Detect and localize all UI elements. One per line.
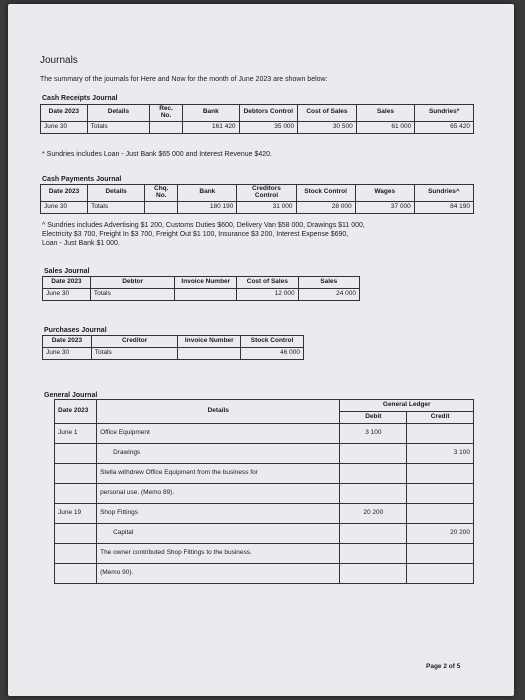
- cell: (Memo 90).: [97, 564, 340, 584]
- col-header: Date 2023: [41, 185, 88, 202]
- general-journal-table: [54, 399, 474, 584]
- col-header: Creditor: [91, 336, 178, 348]
- cell: [340, 464, 407, 484]
- col-header: Sales: [298, 277, 359, 289]
- document-page: [8, 4, 514, 696]
- col-header: Date 2023: [55, 400, 97, 424]
- cell: [175, 289, 237, 301]
- cash-payments-note-line2: Electricity $3 700, Freight In $3 700, Freight Out $1 100, Insurance $3 200, Interest Expense $690,: [42, 231, 349, 238]
- col-header: Credit: [407, 412, 474, 424]
- cell: 37 000: [355, 201, 414, 213]
- cell: [407, 504, 474, 524]
- table-header-row: [41, 185, 474, 202]
- cell: Totals: [90, 289, 175, 301]
- cell: Totals: [91, 348, 178, 360]
- col-header: Debtors Control: [239, 105, 298, 122]
- cell: Totals: [88, 201, 145, 213]
- cell: The owner contributed Shop Fittings to the business.: [97, 544, 340, 564]
- cell: [340, 524, 407, 544]
- col-header: Sundries^: [414, 185, 473, 202]
- intro-text: The summary of the journals for Here and Now for the month of June 2023 are shown below:: [40, 76, 328, 83]
- cell: 3 100: [340, 424, 407, 444]
- cell: 65 420: [415, 121, 474, 133]
- col-header: Stock Control: [296, 185, 355, 202]
- col-header: Cost of Sales: [237, 277, 298, 289]
- cell: [407, 424, 474, 444]
- table-row: [55, 484, 474, 504]
- cell: June 30: [43, 289, 91, 301]
- col-header: Debit: [340, 412, 407, 424]
- cash-payments-table: [40, 184, 474, 214]
- cell: [407, 564, 474, 584]
- table-row: [55, 524, 474, 544]
- cell: personal use. (Memo 89).: [97, 484, 340, 504]
- cell: [145, 201, 178, 213]
- table-header-row: [41, 105, 474, 122]
- col-header: Date 2023: [43, 336, 92, 348]
- page-heading: Journals: [40, 55, 78, 66]
- col-header: Sales: [356, 105, 415, 122]
- cell: 24 000: [298, 289, 359, 301]
- cell: 84 190: [414, 201, 473, 213]
- cell: June 19: [55, 504, 97, 524]
- cell: [407, 484, 474, 504]
- cell: [340, 484, 407, 504]
- cell: Totals: [87, 121, 150, 133]
- col-header: Sundries*: [415, 105, 474, 122]
- table-row: [55, 564, 474, 584]
- table-row: [55, 424, 474, 444]
- col-header: Rec. No.: [150, 105, 183, 122]
- cash-payments-note-line3: Loan - Just Bank $1 000.: [42, 240, 120, 247]
- cell: 61 000: [356, 121, 415, 133]
- col-header: Chq. No.: [145, 185, 178, 202]
- cell: [178, 348, 241, 360]
- sales-journal-title: Sales Journal: [44, 268, 90, 275]
- col-header: Creditors Control: [237, 185, 296, 202]
- cell: Stella withdrew Office Equipment from the business for: [97, 464, 340, 484]
- col-header: Details: [88, 185, 145, 202]
- col-header: General Ledger: [340, 400, 474, 412]
- table-row: [55, 504, 474, 524]
- col-header: Bank: [183, 105, 240, 122]
- col-header: Date 2023: [43, 277, 91, 289]
- purchases-journal-table: [42, 335, 304, 360]
- cell: 20 200: [340, 504, 407, 524]
- col-header: Invoice Number: [175, 277, 237, 289]
- cell: 3 100: [407, 444, 474, 464]
- cell: [55, 524, 97, 544]
- cell: 20 200: [407, 524, 474, 544]
- cell: 161 420: [183, 121, 240, 133]
- cell: Office Equipment: [97, 424, 340, 444]
- cell: June 30: [41, 201, 88, 213]
- cell: [55, 484, 97, 504]
- table-row: [55, 464, 474, 484]
- cell: 12 000: [237, 289, 298, 301]
- cell: 30 500: [298, 121, 357, 133]
- cell: June 1: [55, 424, 97, 444]
- table-row: [41, 121, 474, 133]
- cell: [55, 544, 97, 564]
- table-header-row: [43, 277, 360, 289]
- cell: 28 000: [296, 201, 355, 213]
- cell: [150, 121, 183, 133]
- col-header: Date 2023: [41, 105, 88, 122]
- col-header: Wages: [355, 185, 414, 202]
- page-number: Page 2 of 5: [426, 663, 461, 670]
- cash-receipts-table: [40, 104, 474, 134]
- cell: [55, 444, 97, 464]
- cell: [340, 564, 407, 584]
- col-header: Debtor: [90, 277, 175, 289]
- cell: June 30: [43, 348, 92, 360]
- general-journal-title: General Journal: [44, 392, 98, 399]
- cell: June 30: [41, 121, 88, 133]
- cell: [407, 464, 474, 484]
- cell: [55, 564, 97, 584]
- cash-payments-title: Cash Payments Journal: [42, 176, 122, 183]
- cell: Shop Fittings: [97, 504, 340, 524]
- table-row: [55, 444, 474, 464]
- cell: 46 000: [241, 348, 304, 360]
- table-header-row: [43, 336, 304, 348]
- table-row: [41, 201, 474, 213]
- table-header-row: [55, 400, 474, 412]
- col-header: Cost of Sales: [298, 105, 357, 122]
- cash-receipts-title: Cash Receipts Journal: [42, 95, 118, 102]
- cell: [340, 544, 407, 564]
- cell: Drawings: [97, 444, 340, 464]
- cell: 35 000: [239, 121, 298, 133]
- cell: [55, 464, 97, 484]
- purchases-journal-title: Purchases Journal: [44, 327, 107, 334]
- cell: 31 000: [237, 201, 296, 213]
- cell: Capital: [97, 524, 340, 544]
- table-row: [55, 544, 474, 564]
- col-header: Bank: [178, 185, 237, 202]
- cell: [407, 544, 474, 564]
- col-header: Stock Control: [241, 336, 304, 348]
- cash-payments-note-line1: ^ Sundries includes Advertising $1 200, Customs Duties $600, Delivery Van $58 000, Drawings $11 000,: [42, 222, 365, 229]
- sales-journal-table: [42, 276, 360, 301]
- cash-receipts-note: * Sundries includes Loan - Just Bank $65 000 and Interest Revenue $420.: [42, 151, 272, 158]
- col-header: Details: [97, 400, 340, 424]
- table-row: [43, 289, 360, 301]
- cell: 180 190: [178, 201, 237, 213]
- col-header: Details: [87, 105, 150, 122]
- cell: [340, 444, 407, 464]
- col-header: Invoice Number: [178, 336, 241, 348]
- table-row: [43, 348, 304, 360]
